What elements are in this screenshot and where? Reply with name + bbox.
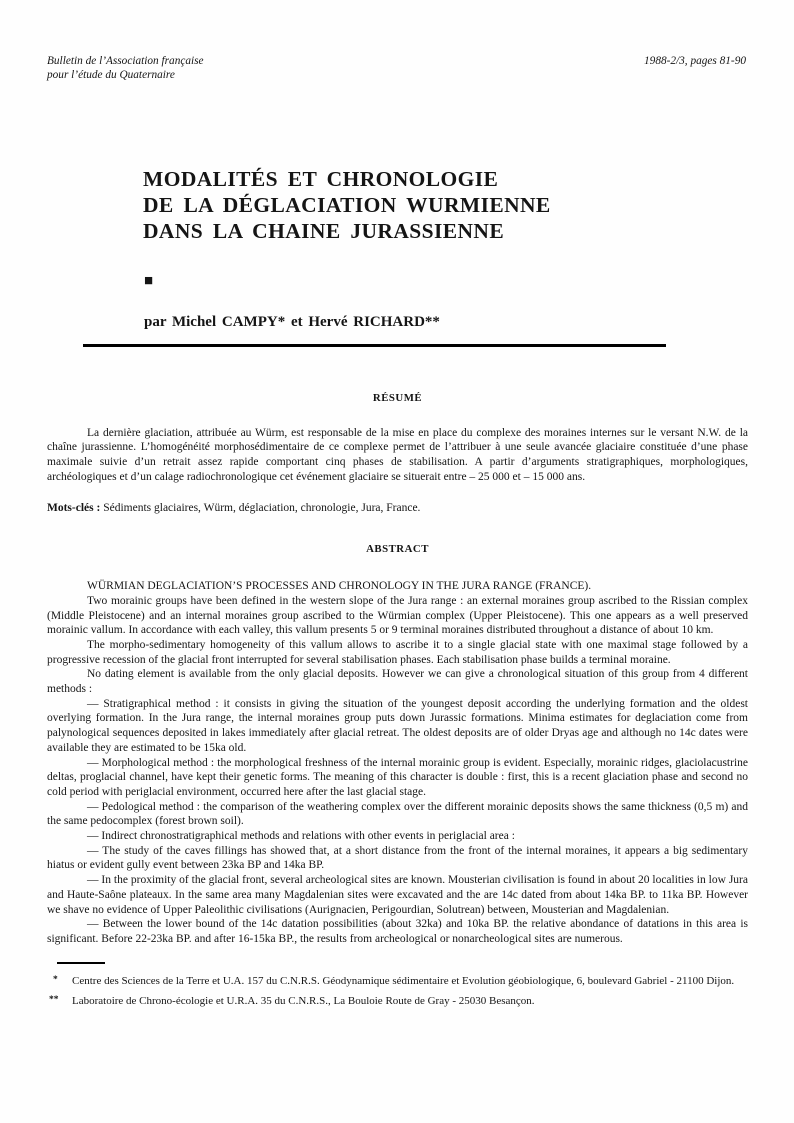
issue-info: 1988-2/3, pages 81-90	[644, 55, 746, 67]
footnote-1-text: Centre des Sciences de la Terre et U.A. 157 du C.N.R.S. Géodynamique sédimentaire et Evolution géobiologique, 6, boulevard Gabriel - 21100 Dijon.	[72, 974, 735, 987]
footnote-1-marker: *	[53, 974, 58, 985]
footnotes	[47, 962, 748, 1014]
abstract-paragraph: WÜRMIAN DEGLACIATION’S PROCESSES AND CHRONOLOGY IN THE JURA RANGE (FRANCE).	[87, 580, 592, 593]
page-body	[0, 392, 794, 947]
abstract-paragraph: — Pedological method : the comparison of the weathering complex over the different morainic deposits shows the same thickness (0,5 m) and the same pedocomplex (forest brown soil).	[47, 800, 748, 828]
resume-paragraph: La dernière glaciation, attribuée au Würm, est responsable de la mise en place du complexe des moraines internes sur le versant N.W. de la chaîne jurassienne. L’homogénéité morphosédimentaire de ce complexe permet de l’attribuer à une seule avancée glaciaire constituée d’une phase maximale suivie d’un retrait assez rapide comportant cinq phases de stabilisation. A partir d’arguments stratigraphiques, morphologiques, archéologiques et d’un calage radiochronologique cet événement glaciaire se situerait entre – 25 000 et – 15 000 ans.	[47, 426, 748, 483]
resume-section	[47, 392, 748, 517]
journal-name-line1: Bulletin de l’Association française	[47, 55, 204, 67]
abstract-section	[47, 543, 748, 947]
abstract-paragraph: The morpho-sedimentary homogeneity of this vallum allows to ascribe it to a single glacial state with one maximal stage followed by a progressive recession of the glacial front interrupted for several stabilisation phases. Each stabilisation phase builds a terminal moraine.	[47, 638, 748, 666]
abstract-paragraph: — Indirect chronostratigraphical methods and relations with other events in periglacial area :	[87, 830, 515, 843]
footnote-rule	[57, 962, 105, 964]
abstract-heading: ABSTRACT	[366, 543, 429, 556]
keywords-line	[47, 501, 748, 516]
byline: par Michel CAMPY* et Hervé RICHARD**	[144, 314, 440, 330]
abstract-paragraph: — The study of the caves fillings has showed that, at a short distance from the front of the internal moraines, it appears a big sedimentary hiatus or evident gully event between 23ka BP and 14ka BP.	[47, 844, 748, 872]
footnote-2-marker: **	[49, 994, 59, 1005]
journal-name	[47, 55, 204, 82]
footnote-2-text: Laboratoire de Chrono-écologie et U.R.A. 35 du C.N.R.S., La Bouloie Route de Gray - 25030 Besançon.	[72, 994, 535, 1007]
abstract-paragraph: — Stratigraphical method : it consists in giving the situation of the youngest deposit according the underlying formation and the oldest overlying formation. In the Jura range, the internal moraines group puts down Jurassic formations. Minima estimates for deglaciation come from palynological sequences deposited in lakes immediately after glacial retreat. The oldest deposits are of older Dryas age and although no 14c dates were available they are estimated to be 15ka old.	[47, 697, 748, 754]
keywords-label: Mots-clés :	[47, 502, 101, 515]
journal-name-line2: pour l’étude du Quaternaire	[47, 68, 175, 81]
running-head	[0, 0, 794, 82]
keywords-text: Sédiments glaciaires, Würm, déglaciation, chronologie, Jura, France.	[103, 502, 421, 515]
paper-title	[143, 166, 794, 244]
paper-title-line3: DANS LA CHAINE JURASSIENNE	[143, 219, 505, 243]
abstract-paragraph: No dating element is available from the only glacial deposits. However we can give a chronological situation of this group from 4 different methods :	[47, 668, 748, 696]
title-block	[143, 166, 794, 347]
paper-title-line1: MODALITÉS ET CHRONOLOGIE	[143, 167, 499, 191]
abstract-body	[47, 579, 748, 947]
abstract-paragraph: — Between the lower bound of the 14c datation possibilities (about 32ka) and 10ka BP. the relative abondance of datations in this area is significant. Before 22-23ka BP. and after 16-15ka BP., the results from archeological or nonarcheological sites are numerous.	[47, 918, 748, 945]
byline-rule	[83, 344, 666, 347]
paper-title-line2: DE LA DÉGLACIATION WURMIENNE	[143, 193, 551, 217]
footnote-1	[47, 974, 748, 988]
square-marker-icon: ■	[144, 273, 154, 289]
footnote-2	[47, 994, 748, 1008]
abstract-paragraph: — In the proximity of the glacial front, several archeological sites are known. Mousterian civilisation is found in about 20 localities in low Jura and Haute-Saône plateaux. In the same area many Magdalenian sites were excavated and the are 14c dated from about 14ka BP. to 11ka BP. However we shave no evidence of Upper Paleolithic civilisations (Aurignacien, Perigourdian, Solutrean) between, Mousterian and Magdalenian.	[47, 874, 748, 916]
abstract-paragraph: — Morphological method : the morphological freshness of the internal morainic group is evident. Especially, morainic ridges, glaciolacustrine deltas, proglacial channel, have kept their genetic forms. The meaning of this character is double : first, this is a recent glaciation phase and second no cold period with periglacial environment, occurred here after the last glacial stage.	[47, 756, 748, 798]
resume-heading: RÉSUMÉ	[372, 391, 423, 404]
abstract-paragraph: Two morainic groups have been defined in the western slope of the Jura range : an external moraines group ascribed to the Rissian complex (Middle Pleistocene) and an internal moraines group ascribed to the Würmian complex (Upper Pleistocene). This one appears as a well preserved morainic vallum. In accordance with each valley, this vallum presents 5 or 9 terminal moraines distributed throughout a distance of about 10 km.	[47, 594, 748, 637]
